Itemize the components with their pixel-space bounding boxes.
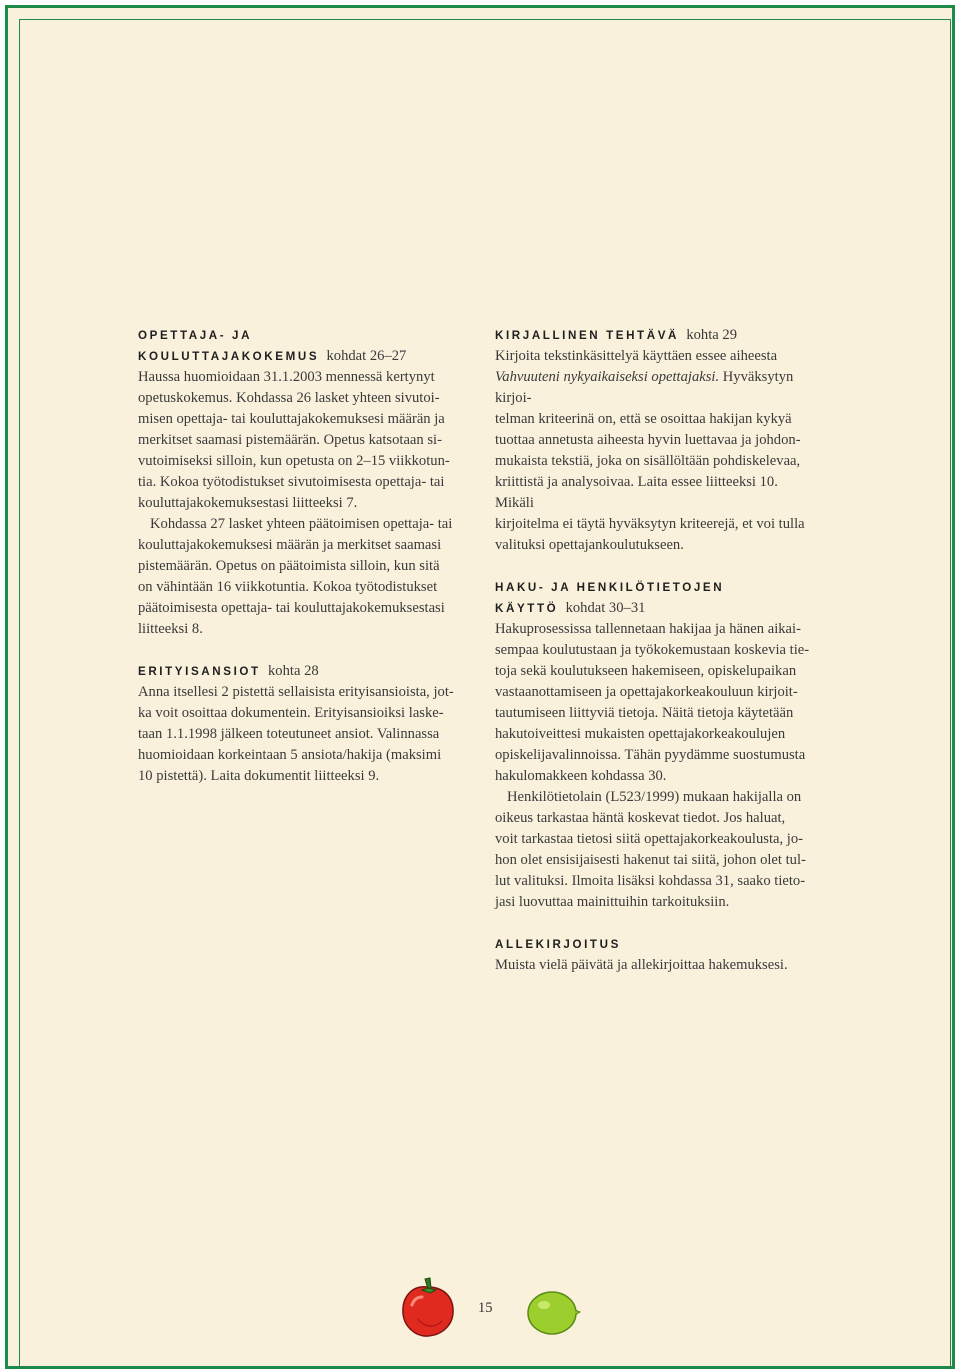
essay-topic: Vahvuuteni nykyaikaiseksi opettajaksi. bbox=[495, 369, 720, 385]
text-line: jasi luovuttaa mainittuihin tarkoituksiin. bbox=[495, 894, 730, 910]
section-opettajakokemus bbox=[138, 325, 458, 640]
section-henkilotiedot bbox=[495, 577, 815, 913]
text-line: misen opettaja- tai kouluttajakokemuksesi määrän ja bbox=[138, 411, 445, 427]
paragraph bbox=[495, 787, 815, 913]
text-line: hakulomakkeen kohdassa 30. bbox=[495, 768, 667, 784]
section-ref: kohdat 26–27 bbox=[326, 348, 407, 364]
text-line: pistemäärän. Opetus on päätoimista silloin, kun sitä bbox=[138, 558, 440, 574]
text-line: liitteeksi 8. bbox=[138, 621, 203, 637]
text-line: valituksi opettajankoulutukseen. bbox=[495, 537, 684, 553]
paragraph bbox=[138, 682, 458, 787]
lime-icon bbox=[525, 1288, 581, 1338]
left-column bbox=[138, 325, 458, 808]
text-line: Hakuprosessissa tallennetaan hakijaa ja hänen aikai- bbox=[495, 621, 801, 637]
text-line: päätoimisesta opettaja- tai kouluttajakokemuksestasi bbox=[138, 600, 445, 616]
paragraph bbox=[495, 346, 815, 556]
text-line: Anna itsellesi 2 pistettä sellaisista erityisansioista, jot- bbox=[138, 684, 454, 700]
text-line: Muista vielä päivätä ja allekirjoittaa hakemuksesi. bbox=[495, 957, 788, 973]
section-allekirjoitus bbox=[495, 934, 815, 976]
section-heading-line2: KOULUTTAJAKOKEMUS kohdat 26–27 bbox=[138, 348, 407, 364]
right-column bbox=[495, 325, 815, 997]
text-line: taan 1.1.1998 jälkeen toteutuneet ansiot. Valinnassa bbox=[138, 726, 440, 742]
paragraph bbox=[495, 619, 815, 787]
text-line: toja sekä koulutukseen hakemiseen, opiskelupaikan bbox=[495, 663, 797, 679]
text-line: oikeus tarkastaa häntä koskevat tiedot. Jos haluat, bbox=[495, 810, 786, 826]
text-line: lut valituksi. Ilmoita lisäksi kohdassa 31, saako tieto- bbox=[495, 873, 806, 889]
text-line: Kirjoita tekstinkäsittelyä käyttäen essee aiheesta bbox=[495, 348, 778, 364]
text-line: on vähintään 16 viikkotuntia. Kokoa työtodistukset bbox=[138, 579, 438, 595]
text-line: kouluttajakokemuksestasi liitteeksi 7. bbox=[138, 495, 358, 511]
section-kirjallinen-tehtava bbox=[495, 325, 815, 556]
section-heading: HAKU- JA HENKILÖTIETOJEN bbox=[495, 581, 725, 594]
text-line: hakutoiveittesi mukaisten opettajakorkeakoulujen bbox=[495, 726, 786, 742]
text-line: ka voit osoittaa dokumentein. Erityisansioiksi laske- bbox=[138, 705, 444, 721]
text-line: telman kriteerinä on, että se osoittaa hakijan kykyä bbox=[495, 411, 792, 427]
text-line: voit tarkastaa tietosi siitä opettajakorkeakoulusta, jo- bbox=[495, 831, 804, 847]
page-number: 15 bbox=[478, 1300, 493, 1316]
text-line: kirjoitelma ei täytä hyväksytyn kriteerejä, et voi tulla bbox=[495, 516, 805, 532]
paragraph bbox=[495, 955, 815, 976]
text-line: 10 pistettä). Laita dokumentit liitteeksi 9. bbox=[138, 768, 380, 784]
section-heading: KIRJALLINEN TEHTÄVÄ kohta 29 bbox=[495, 327, 737, 343]
text-line: Henkilötietolain (L523/1999) mukaan hakijalla on bbox=[507, 789, 802, 805]
section-heading: ERITYISANSIOT kohta 28 bbox=[138, 663, 319, 679]
text-line: kouluttajakokemuksesi määrän ja merkitset saamasi bbox=[138, 537, 442, 553]
text-line: sempaa koulutustaan ja työkokemustaan koskevia tie- bbox=[495, 642, 810, 658]
text-line: vastaanottamiseen ja opettajakorkeakouluun kirjoit- bbox=[495, 684, 798, 700]
section-heading-line2: KÄYTTÖ kohdat 30–31 bbox=[495, 600, 646, 616]
text-line: kriittistä ja analysoivaa. Laita essee liitteeksi 10. Mikäli bbox=[495, 474, 778, 511]
text-line: merkitset saamasi pistemäärän. Opetus katsotaan si- bbox=[138, 432, 442, 448]
text-line: tia. Kokoa työtodistukset sivutoimisesta opettaja- tai bbox=[138, 474, 445, 490]
tomato-icon bbox=[398, 1275, 458, 1339]
section-ref: kohta 28 bbox=[268, 663, 319, 679]
text-line: vutoimiseksi silloin, kun opetusta on 2–15 viikkotun- bbox=[138, 453, 450, 469]
section-ref: kohta 29 bbox=[686, 327, 737, 343]
text-line: Kohdassa 27 lasket yhteen päätoimisen opettaja- tai bbox=[150, 516, 453, 532]
text-line: tuottaa annetusta aiheesta hyvin luettavaa ja johdon- bbox=[495, 432, 801, 448]
paragraph bbox=[138, 367, 458, 514]
text-line: mukaista tekstiä, joka on sisällöltään pohdiskelevaa, bbox=[495, 453, 801, 469]
text-line: tautumiseen liittyviä tietoja. Näitä tietoja käytetään bbox=[495, 705, 794, 721]
paragraph bbox=[138, 514, 458, 640]
text-line: huomioidaan korkeintaan 5 ansiota/hakija (maksimi bbox=[138, 747, 442, 763]
text-line: Hyväksytyn kirjoi- bbox=[495, 369, 794, 406]
section-heading: ALLEKIRJOITUS bbox=[495, 938, 621, 951]
text-line: Haussa huomioidaan 31.1.2003 mennessä kertynyt bbox=[138, 369, 435, 385]
section-ref: kohdat 30–31 bbox=[565, 600, 646, 616]
text-line: opetuskokemus. Kohdassa 26 lasket yhteen sivutoi- bbox=[138, 390, 440, 406]
section-erityisansiot bbox=[138, 661, 458, 787]
text-line: hon olet ensisijaisesti hakenut tai siitä, johon olet tul- bbox=[495, 852, 806, 868]
section-heading: OPETTAJA- JA bbox=[138, 329, 253, 342]
text-line: opiskelijavalinnoissa. Tähän pyydämme suostumusta bbox=[495, 747, 806, 763]
